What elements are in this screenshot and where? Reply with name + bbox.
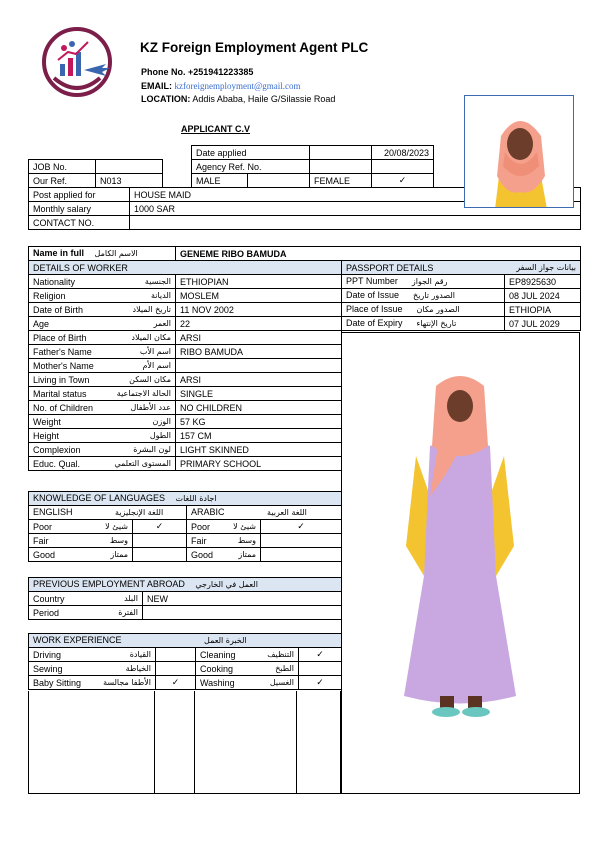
details-row-13-cell	[29, 457, 176, 471]
details-row-0-cell	[29, 275, 176, 289]
experience-right-0-label: Cleaning	[200, 649, 236, 660]
english-label-ar: اللغة الإنجليزية	[115, 508, 164, 517]
passport-row-label-cell	[342, 317, 505, 331]
details-row-value: 11 NOV 2002	[176, 303, 342, 317]
experience-table	[28, 633, 342, 690]
details-row-value: 157 CM	[176, 429, 342, 443]
arabic-level-0-label: Poor	[191, 521, 211, 532]
details-row-8-label-ar: الحالة الاجتماعية	[116, 388, 171, 398]
english-level-0-label-ar: شيئ لا	[105, 521, 128, 531]
details-row	[29, 429, 342, 443]
female-check[interactable]: ✓	[372, 174, 434, 188]
details-row-6-label-ar: اسم الأم	[142, 360, 171, 370]
experience-right-0-cell	[196, 648, 299, 662]
name-label-cell	[29, 247, 176, 261]
english-level-check[interactable]	[133, 548, 187, 562]
date-applied-value: 20/08/2023	[372, 146, 434, 160]
male-check[interactable]	[248, 174, 310, 188]
our-ref-value: N013	[96, 174, 163, 188]
experience-header: WORK EXPERIENCE	[33, 635, 122, 645]
details-row-5-label-ar: اسم الأب	[139, 346, 171, 356]
details-row-2-label: Date of Birth	[33, 304, 84, 315]
email-link[interactable]: kzforeignemployment@gmail.com	[174, 81, 301, 91]
experience-left-1-label-ar: الخياطة	[125, 663, 151, 673]
english-level-2-label-ar: ممتاز	[110, 549, 128, 559]
details-row	[29, 331, 342, 345]
passport-row-value: 08 JUL 2024	[505, 289, 581, 303]
details-row-6-label: Mother's Name	[33, 360, 94, 371]
english-label: ENGLISH	[33, 507, 73, 517]
arabic-level-1-label: Fair	[191, 535, 207, 546]
arabic-level-0-cell	[187, 520, 261, 534]
details-row-11-cell	[29, 429, 176, 443]
passport-row-value: 07 JUL 2029	[505, 317, 581, 331]
experience-left-check[interactable]: ✓	[156, 676, 196, 690]
details-row-7-cell	[29, 373, 176, 387]
arabic-level-2-label: Good	[191, 549, 214, 560]
details-row-2-cell	[29, 303, 176, 317]
agency-ref-label: Agency Ref. No.	[192, 160, 310, 174]
employment-header-cell	[29, 578, 342, 592]
passport-row-label: Date of Expiry	[346, 318, 403, 328]
experience-left-0-label: Driving	[33, 649, 62, 660]
arabic-label-ar: اللغة العربية	[267, 508, 307, 517]
arabic-header-cell	[187, 506, 342, 520]
details-row-12-label-ar: لون البشرة	[133, 444, 171, 454]
passport-row	[342, 317, 581, 331]
experience-left-2-label-ar: الأطفا مجالسة	[103, 677, 151, 687]
details-row-2-label-ar: تاريخ الميلاد	[132, 304, 171, 314]
passport-row-value: EP8925630	[505, 275, 581, 289]
details-row-value: ARSI	[176, 373, 342, 387]
details-row	[29, 373, 342, 387]
details-row	[29, 443, 342, 457]
passport-row	[342, 275, 581, 289]
portrait-illustration	[465, 96, 574, 208]
arabic-level-2-cell	[187, 548, 261, 562]
details-row-12-label: Complexion	[33, 444, 81, 455]
name-table	[28, 246, 581, 261]
arabic-level-check[interactable]: ✓	[261, 520, 342, 534]
experience-left-0-cell	[29, 648, 156, 662]
details-row	[29, 359, 342, 373]
our-ref-label: Our Ref.	[29, 174, 96, 188]
english-level-2-cell	[29, 548, 133, 562]
language-level-row	[29, 520, 342, 534]
country-label-ar: البلد	[124, 593, 138, 603]
passport-header-cell	[342, 261, 581, 275]
passport-row-label-ar: الصدور مكان	[416, 305, 460, 314]
details-row	[29, 289, 342, 303]
period-label-cell	[29, 606, 143, 620]
details-row	[29, 387, 342, 401]
arabic-level-check[interactable]	[261, 548, 342, 562]
languages-header: KNOWLEDGE OF LANGUAGES	[33, 493, 166, 503]
monthly-salary-label: Monthly salary	[29, 202, 130, 216]
company-email-line	[141, 81, 301, 91]
arabic-level-0-label-ar: شيئ لا	[233, 521, 256, 531]
applicant-photo-full	[346, 346, 574, 726]
full-body-illustration	[346, 346, 574, 726]
employment-table	[28, 577, 342, 620]
details-row-9-cell	[29, 401, 176, 415]
details-row-7-label-ar: مكان السكن	[129, 374, 171, 384]
location-label: LOCATION:	[141, 94, 191, 104]
passport-row	[342, 303, 581, 317]
period-value	[143, 606, 342, 620]
details-row-5-label: Father's Name	[33, 346, 92, 357]
passport-row	[342, 289, 581, 303]
passport-row-label-ar: رقم الجواز	[411, 277, 448, 286]
arabic-level-1-label-ar: وسط	[237, 535, 256, 545]
details-row-value: RIBO BAMUDA	[176, 345, 342, 359]
passport-header-ar: بيانات جواز السفر	[516, 262, 576, 272]
arabic-label: ARABIC	[191, 507, 225, 517]
details-row-12-cell	[29, 443, 176, 457]
arabic-level-1-cell	[187, 534, 261, 548]
passport-row-label-ar: تاريخ الإنتهاء	[416, 319, 457, 328]
experience-right-1-cell	[196, 662, 299, 676]
details-row	[29, 401, 342, 415]
details-row-value: ETHIOPIAN	[176, 275, 342, 289]
experience-row	[29, 648, 342, 662]
experience-right-0-label-ar: التنظيف	[267, 649, 294, 659]
passport-row-label-cell	[342, 289, 505, 303]
details-row	[29, 457, 342, 471]
details-row-1-label: Religion	[33, 290, 66, 301]
details-row-4-label-ar: مكان الميلاد	[131, 332, 171, 342]
details-row-value: SINGLE	[176, 387, 342, 401]
details-row-3-label: Age	[33, 318, 50, 329]
details-row-3-label-ar: العمر	[153, 318, 171, 328]
details-row-8-label: Marital status	[33, 388, 87, 399]
experience-row	[29, 676, 342, 690]
languages-header-ar: اجادة اللغات	[175, 494, 217, 503]
details-row-value	[176, 359, 342, 373]
passport-row-label-cell	[342, 303, 505, 317]
experience-header-cell	[29, 634, 342, 648]
employment-header: PREVIOUS EMPLOYMENT ABROAD	[33, 579, 185, 589]
company-logo	[40, 24, 114, 104]
english-level-1-label-ar: وسط	[109, 535, 128, 545]
experience-right-check[interactable]	[299, 662, 342, 676]
english-level-2-label: Good	[33, 549, 56, 560]
details-row-value: 22	[176, 317, 342, 331]
applicant-photo-portrait	[464, 95, 574, 208]
experience-left-1-cell	[29, 662, 156, 676]
experience-left-2-label: Baby Sitting	[33, 677, 82, 688]
details-row-1-label-ar: الديانة	[150, 290, 171, 300]
passport-row-value: ETHIOPIA	[505, 303, 581, 317]
experience-right-2-label-ar: الغسيل	[269, 677, 294, 687]
period-label-ar: الفترة	[118, 607, 138, 617]
experience-left-0-label-ar: القيادة	[129, 649, 151, 659]
experience-right-1-label: Cooking	[200, 663, 234, 674]
english-level-check[interactable]	[133, 534, 187, 548]
details-row	[29, 317, 342, 331]
country-label-cell	[29, 592, 143, 606]
period-label: Period	[33, 607, 60, 618]
passport-row-label-cell	[342, 275, 505, 289]
details-header: DETAILS OF WORKER	[29, 261, 342, 275]
phone-label: Phone No.	[141, 67, 186, 77]
details-row-3-cell	[29, 317, 176, 331]
name-value: GENEME RIBO BAMUDA	[180, 248, 287, 259]
experience-left-1-label: Sewing	[33, 663, 63, 674]
language-level-row	[29, 534, 342, 548]
job-no-value	[96, 160, 163, 174]
experience-right-2-label: Washing	[200, 677, 235, 688]
details-row-8-cell	[29, 387, 176, 401]
country-value: NEW	[143, 592, 342, 606]
details-row-7-label: Living in Town	[33, 374, 90, 385]
experience-header-ar: الخبرة العمل	[204, 636, 247, 645]
experience-left-check[interactable]	[156, 648, 196, 662]
details-table	[28, 260, 342, 471]
details-row-value: PRIMARY SCHOOL	[176, 457, 342, 471]
monthly-salary-value: 1000 SAR	[130, 202, 581, 216]
contact-no-label: CONTACT NO.	[29, 216, 130, 230]
details-row-13-label-ar: المستوى التعلمي	[114, 458, 171, 468]
details-row	[29, 275, 342, 289]
details-row-value: NO CHILDREN	[176, 401, 342, 415]
details-row-value: LIGHT SKINNED	[176, 443, 342, 457]
passport-table	[341, 260, 581, 331]
contact-no-value	[130, 216, 581, 230]
employment-header-ar: العمل في الخارجي	[195, 580, 258, 589]
reference-right-table	[191, 145, 434, 188]
details-row-9-label-ar: عدد الأطفال	[130, 402, 171, 412]
details-row-10-label-ar: الوزن	[152, 416, 171, 426]
english-level-0-label: Poor	[33, 521, 53, 532]
details-row-4-cell	[29, 331, 176, 345]
email-label: EMAIL:	[141, 81, 172, 91]
experience-row	[29, 662, 342, 676]
female-label: FEMALE	[310, 174, 372, 188]
experience-empty-area	[28, 691, 341, 794]
passport-row-label: PPT Number	[346, 276, 398, 286]
company-name: KZ Foreign Employment Agent PLC	[140, 40, 369, 55]
passport-row-label: Date of Issue	[346, 290, 400, 300]
country-label: Country	[33, 593, 65, 604]
post-applied-label: Post applied for	[29, 188, 130, 202]
phone-value: +251941223385	[188, 67, 254, 77]
details-row-value: MOSLEM	[176, 289, 342, 303]
english-level-1-cell	[29, 534, 133, 548]
post-applied-value: HOUSE MAID	[130, 188, 581, 202]
experience-right-check[interactable]: ✓	[299, 648, 342, 662]
details-row-10-cell	[29, 415, 176, 429]
details-row-13-label: Educ. Qual.	[33, 458, 81, 469]
english-header-cell	[29, 506, 187, 520]
english-level-check[interactable]: ✓	[133, 520, 187, 534]
details-row-10-label: Weight	[33, 416, 61, 427]
experience-left-check[interactable]	[156, 662, 196, 676]
details-row-0-label-ar: الجنسية	[144, 276, 171, 286]
details-row-0-label: Nationality	[33, 276, 76, 287]
languages-table	[28, 491, 342, 562]
passport-header: PASSPORT DETAILS	[346, 262, 434, 273]
experience-left-2-cell	[29, 676, 156, 690]
details-row-value: 57 KG	[176, 415, 342, 429]
details-row-11-label-ar: الطول	[149, 430, 171, 440]
arabic-level-2-label-ar: ممتاز	[238, 549, 256, 559]
languages-header-cell	[29, 492, 342, 506]
language-level-row	[29, 548, 342, 562]
experience-right-check[interactable]: ✓	[299, 676, 342, 690]
reference-left-table	[28, 159, 163, 188]
job-no-label: JOB No.	[29, 160, 96, 174]
company-location-line	[141, 94, 335, 104]
english-level-1-label: Fair	[33, 535, 49, 546]
location-value: Addis Ababa, Haile G/Silassie Road	[192, 94, 336, 104]
date-applied-label: Date applied	[192, 146, 310, 160]
details-row	[29, 415, 342, 429]
details-row-6-cell	[29, 359, 176, 373]
company-phone-line	[141, 67, 253, 77]
details-row-4-label: Place of Birth	[33, 332, 87, 343]
experience-right-2-cell	[196, 676, 299, 690]
passport-row-label: Place of Issue	[346, 304, 403, 314]
details-row-value: ARSI	[176, 331, 342, 345]
details-row	[29, 303, 342, 317]
name-label: Name in full	[33, 248, 85, 258]
experience-right-1-label-ar: الطبخ	[275, 663, 294, 673]
name-label-ar: الاسم الكامل	[94, 249, 138, 258]
details-row-11-label: Height	[33, 430, 60, 441]
arabic-level-check[interactable]	[261, 534, 342, 548]
passport-row-label-ar: الصدور تاريخ	[413, 291, 456, 300]
male-label: MALE	[192, 174, 248, 188]
english-level-0-cell	[29, 520, 133, 534]
details-row-1-cell	[29, 289, 176, 303]
details-row-9-label: No. of Children	[33, 402, 94, 413]
details-row-5-cell	[29, 345, 176, 359]
applicant-cv-title: APPLICANT C.V	[181, 124, 251, 134]
details-row	[29, 345, 342, 359]
